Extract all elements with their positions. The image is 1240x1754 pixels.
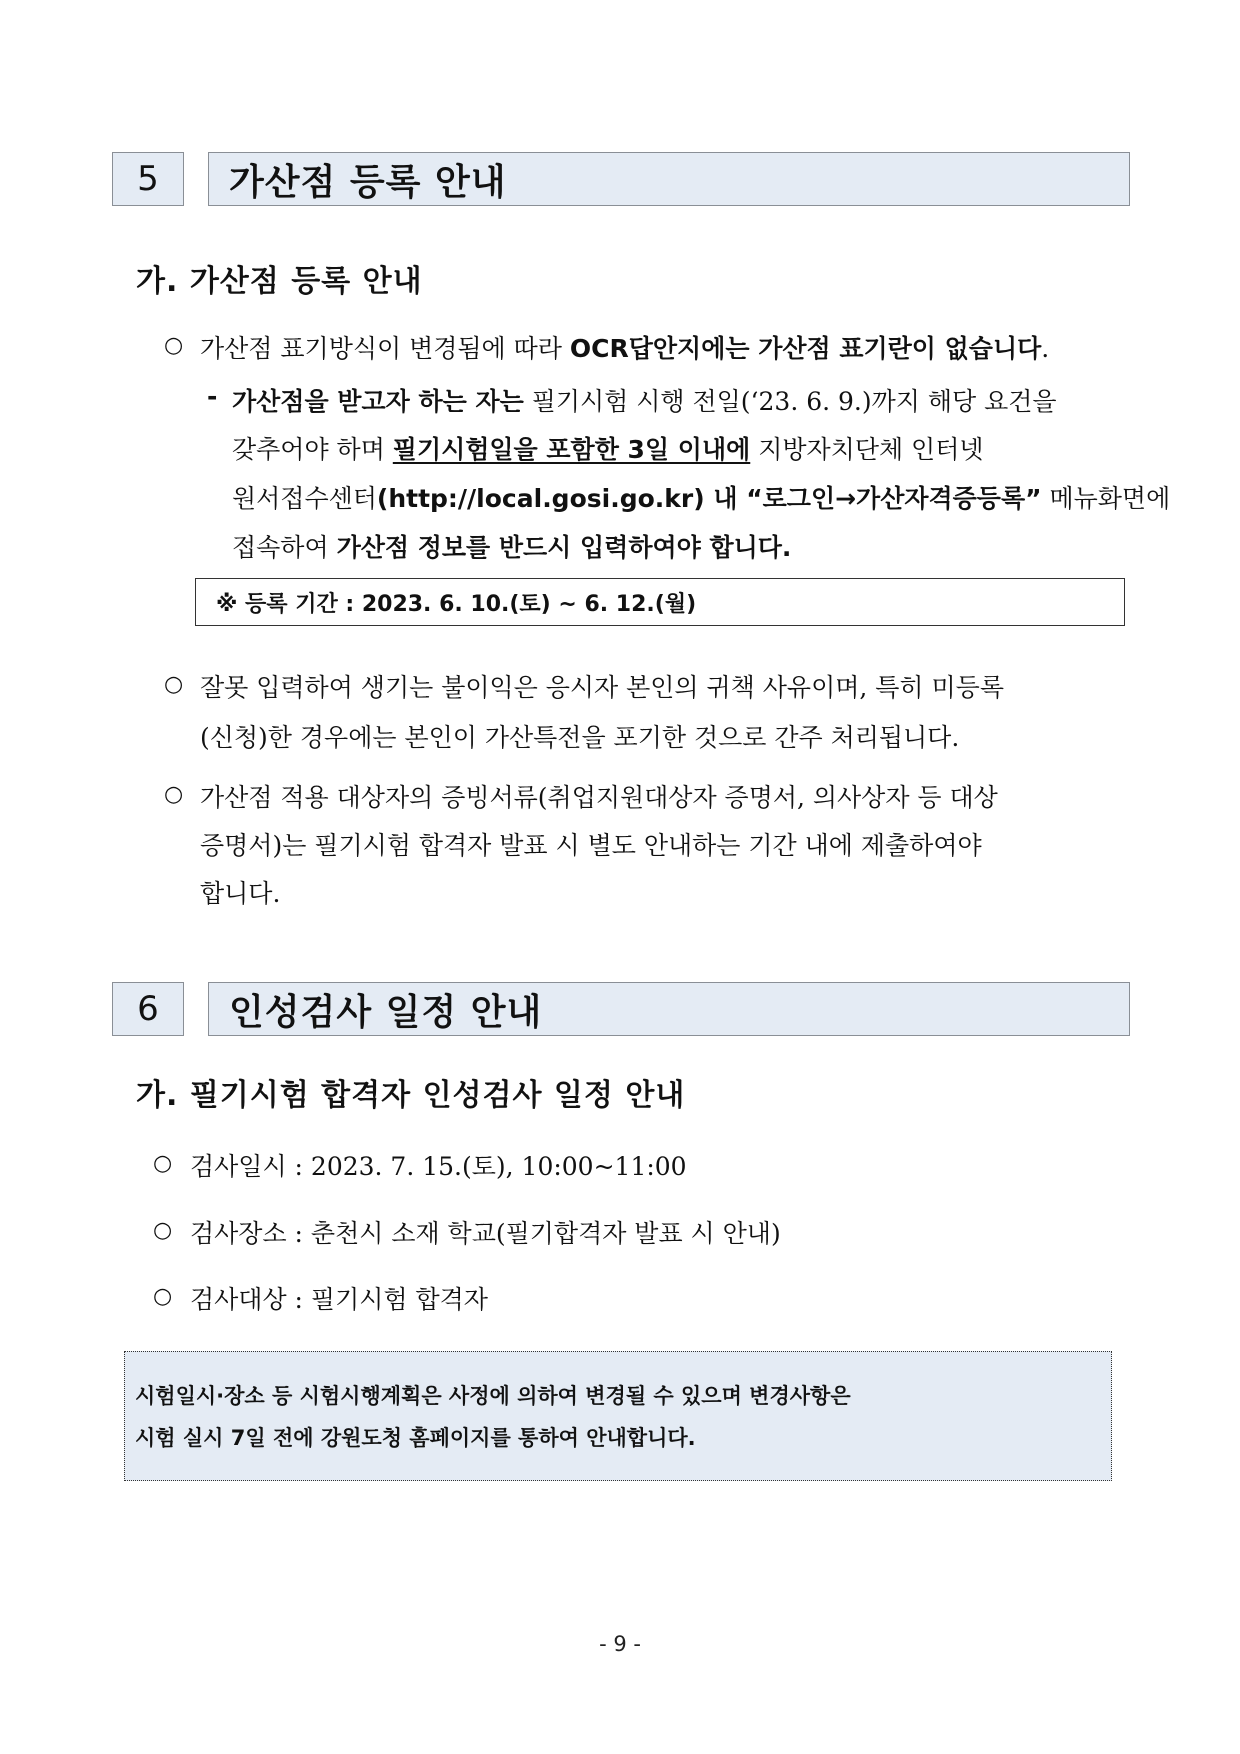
registration-period: ※ 등록 기간 : 2023. 6. 10.(토) ~ 6. 12.(월) — [216, 591, 697, 617]
bullet-marker: ○ — [153, 1218, 173, 1243]
paragraph-1 — [200, 329, 1049, 365]
registration-period-box — [195, 578, 1125, 626]
sub-item-line-1-bold: 가산점을 받고자 하는 자는 — [232, 387, 524, 416]
notice-line-1: 시험일시·장소 등 시험시행계획은 사정에 의하여 변경될 수 있으며 변경사항은 — [135, 1384, 851, 1408]
section-6-number: 6 — [112, 982, 184, 1036]
paragraph-2-line-2: (신청)한 경우에는 본인이 가산특전을 포기한 것으로 간주 처리됩니다. — [200, 723, 960, 752]
sub-item-line-4 — [232, 528, 791, 564]
bullet-marker: ○ — [164, 333, 184, 358]
notice-box — [124, 1351, 1112, 1481]
paragraph-1-end: . — [1041, 334, 1050, 363]
schedule-item-target: 검사대상 : 필기시험 합격자 — [190, 1285, 488, 1314]
section-5-title-box — [208, 152, 1130, 206]
section-6-header — [112, 982, 1130, 1038]
section-5-header — [112, 152, 1130, 208]
sub-item-line-3-end: 메뉴화면에 — [1041, 484, 1171, 513]
bullet-marker: ○ — [164, 782, 184, 807]
paragraph-2-line-1: 잘못 입력하여 생기는 불이익은 응시자 본인의 귀책 사유이며, 특히 미등록 — [200, 673, 1004, 702]
schedule-item-place: 검사장소 : 춘천시 소재 학교(필기합격자 발표 시 안내) — [190, 1219, 781, 1248]
section-6-title-box — [208, 982, 1130, 1036]
sub-item-line-4-bold: 가산점 정보를 반드시 입력하여야 합니다. — [336, 533, 792, 562]
page-number: - 9 - — [599, 1632, 641, 1656]
sub-item-line-2-bold: 필기시험일을 포함한 3일 이내에 — [392, 435, 751, 464]
bullet-marker: ○ — [164, 672, 184, 697]
paragraph-1-bold: OCR답안지에는 가산점 표기란이 없습니다 — [569, 334, 1042, 363]
section-6-subheading: 가. 필기시험 합격자 인성검사 일정 안내 — [136, 1078, 686, 1113]
sub-item-line-3-text: 원서접수센터 — [232, 484, 377, 513]
sub-item-line-3 — [232, 479, 1170, 515]
paragraph-3-line-3: 합니다. — [200, 879, 281, 908]
paragraph-3-line-1: 가산점 적용 대상자의 증빙서류(취업지원대상자 증명서, 의사상자 등 대상 — [200, 783, 998, 812]
bullet-marker: ○ — [153, 1151, 173, 1176]
sub-item-line-1 — [232, 382, 1057, 418]
section-6-title: 인성검사 일정 안내 — [229, 991, 543, 1033]
notice-line-2: 시험 실시 7일 전에 강원도청 홈페이지를 통하여 안내합니다. — [135, 1426, 696, 1450]
sub-item-line-2-end: 지방자치단체 인터넷 — [750, 435, 984, 464]
section-5-title: 가산점 등록 안내 — [229, 161, 507, 203]
paragraph-1-text: 가산점 표기방식이 변경됨에 따라 — [200, 334, 570, 363]
section-5-subheading: 가. 가산점 등록 안내 — [136, 264, 423, 299]
sub-item-line-2-text: 갖추어야 하며 — [232, 435, 393, 464]
bullet-marker: ○ — [153, 1284, 173, 1309]
section-5-number: 5 — [112, 152, 184, 206]
dash-marker: - — [207, 382, 218, 411]
sub-item-line-4-text: 접속하여 — [232, 533, 337, 562]
sub-item-line-3-bold: (http://local.gosi.go.kr) 내 “로그인→가산자격증등록” — [376, 484, 1042, 513]
sub-item-line-1-text: 필기시험 시행 전일(‘23. 6. 9.)까지 해당 요건을 — [523, 387, 1057, 416]
schedule-item-date: 검사일시 : 2023. 7. 15.(토), 10:00~11:00 — [190, 1152, 687, 1181]
paragraph-3-line-2: 증명서)는 필기시험 합격자 발표 시 별도 안내하는 기간 내에 제출하여야 — [200, 831, 982, 860]
sub-item-line-2 — [232, 430, 984, 466]
